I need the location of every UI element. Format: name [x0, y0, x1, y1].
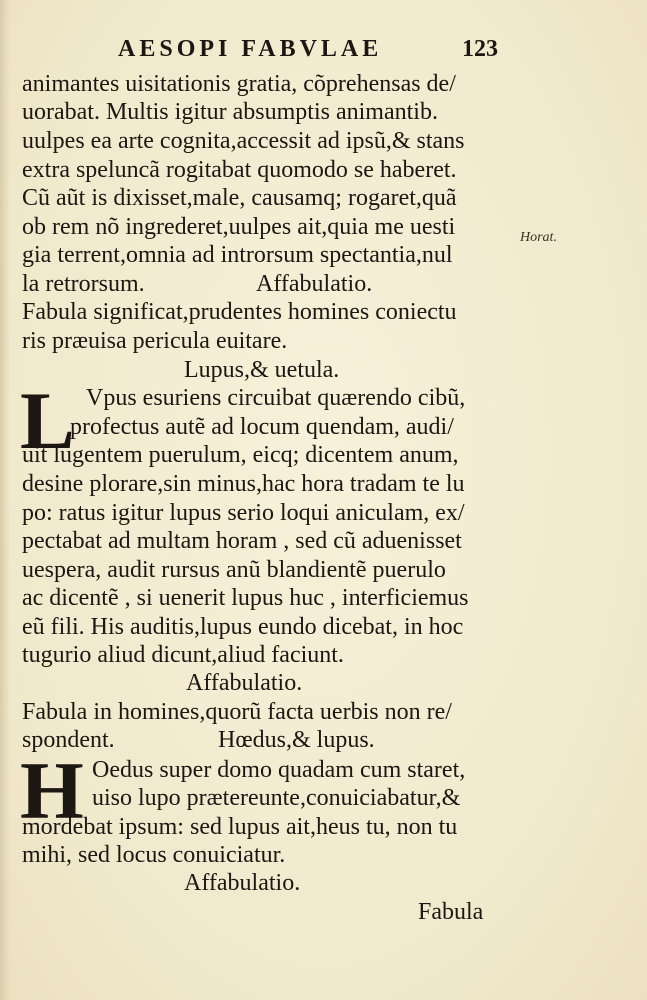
text-line: profectus autẽ ad locum quendam, audi/: [70, 414, 454, 440]
text-line: Fabula in homines,quorũ facta uerbis non re/: [22, 699, 452, 725]
text-line: Vpus esuriens circuibat quærendo cibũ,: [86, 385, 466, 411]
text-line: uorabat. Multis igitur absumptis animantib.: [22, 99, 438, 125]
catchword: Fabula: [418, 899, 484, 925]
fable-title: Lupus,& uetula.: [184, 357, 340, 383]
running-head: AESOPI FABVLAE: [118, 36, 383, 62]
text-line: ob rem nõ ingrederet,uulpes ait,quia me uesti: [22, 214, 456, 240]
drop-cap: L: [20, 375, 75, 466]
text-line: uulpes ea arte cognita,accessit ad ipsũ,& stans: [22, 128, 465, 154]
text-line: mihi, sed locus conuiciatur.: [22, 842, 286, 868]
text-line: ac dicentẽ , si uenerit lupus huc , interficiemus: [22, 585, 469, 611]
text-line: uiso lupo prætereunte,conuiciabatur,&: [92, 785, 461, 811]
text-line: la retrorsum.: [22, 271, 145, 297]
text-line: tugurio aliud dicunt,aliud faciunt.: [22, 642, 344, 668]
text-line: extra speluncã rogitabat quomodo se haberet.: [22, 157, 457, 183]
text-line: ris præuisa pericula euitare.: [22, 328, 288, 354]
text-line: uit lugentem puerulum, eicq; dicentem anum,: [22, 442, 459, 468]
affabulatio-heading: Affabulatio.: [186, 670, 303, 696]
page-gutter-shadow: [0, 0, 10, 1000]
text-line: spondent.: [22, 727, 115, 753]
text-line: Fabula significat,prudentes homines coniectu: [22, 299, 457, 325]
text-line: Oedus super domo quadam cum staret,: [92, 757, 466, 783]
text-line: po: ratus igitur lupus serio loqui aniculam, ex/: [22, 500, 465, 526]
text-line: desine plorare,sin minus,hac hora tradam te lu: [22, 471, 465, 497]
text-line: uespera, audit rursus anũ blandientẽ puerulo: [22, 557, 446, 583]
text-line: animantes uisitationis gratia, cõprehensas de/: [22, 71, 456, 97]
text-line: mordebat ipsum: sed lupus ait,heus tu, non tu: [22, 814, 458, 840]
marginal-note: Horat.: [520, 230, 557, 245]
affabulatio-heading: Affabulatio.: [256, 271, 373, 297]
affabulatio-heading: Affabulatio.: [184, 870, 301, 896]
fable-title: Hœdus,& lupus.: [218, 727, 375, 753]
text-line: gia terrent,omnia ad introrsum spectantia,nul: [22, 242, 453, 268]
text-line: eũ fili. His auditis,lupus eundo dicebat, in hoc: [22, 614, 464, 640]
page-number: 123: [462, 36, 498, 62]
text-line: pectabat ad multam horam , sed cũ aduenisset: [22, 528, 462, 554]
text-line: Cũ aũt is dixisset,male, causamq; rogaret,quã: [22, 185, 457, 211]
drop-cap: H: [20, 745, 84, 836]
